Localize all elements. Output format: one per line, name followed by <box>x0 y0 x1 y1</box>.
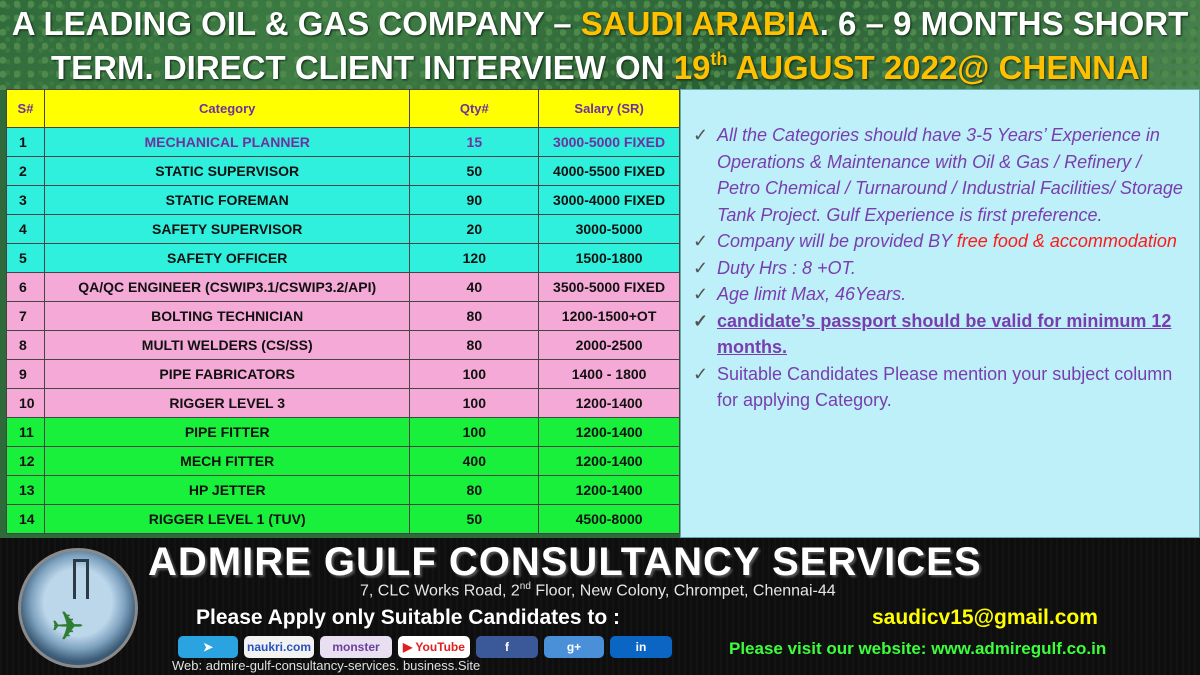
row-qty: 80 <box>410 476 539 505</box>
table-row <box>7 476 680 505</box>
requirements-list <box>693 122 1189 414</box>
monster-icon[interactable]: monster <box>320 636 392 658</box>
row-qty: 400 <box>410 447 539 476</box>
header-sn: S# <box>7 90 45 128</box>
headline-date-rest: AUGUST 2022@ CHENNAI <box>727 49 1149 86</box>
requirement-text: Suitable Candidates Please mention your subject column for applying Category. <box>717 363 1173 410</box>
row-salary: 4000-5500 FIXED <box>539 157 680 186</box>
address-suffix: nd <box>519 581 531 592</box>
header-salary: Salary (SR) <box>539 90 680 128</box>
row-sn: 14 <box>7 505 45 534</box>
row-qty: 100 <box>410 418 539 447</box>
row-category: MECHANICAL PLANNER <box>44 128 409 157</box>
check-icon: ✓ <box>693 363 709 384</box>
requirement-text: All the Categories should have 3-5 Years’ Experience in Operations & Maintenance with Oil & Gas / Refinery / Petro Chemical / Turnaround / Industrial Facilities/ Storage Tank Project. Gulf Experience is first preference. <box>717 125 1183 225</box>
row-category: RIGGER LEVEL 1 (TUV) <box>44 505 409 534</box>
header-qty: Qty# <box>410 90 539 128</box>
check-icon: ✓ <box>693 125 709 145</box>
requirement-facilities <box>693 228 1189 255</box>
telegram-icon[interactable]: ➤ <box>178 636 238 658</box>
row-salary: 1200-1500+OT <box>539 302 680 331</box>
row-qty: 90 <box>410 186 539 215</box>
row-qty: 120 <box>410 244 539 273</box>
row-salary: 1200-1400 <box>539 389 680 418</box>
row-sn: 7 <box>7 302 45 331</box>
requirement-duty-hours <box>693 255 1189 282</box>
company-logo <box>18 548 138 668</box>
row-category: SAFETY SUPERVISOR <box>44 215 409 244</box>
headline-date-day: 19 <box>673 49 711 86</box>
row-salary: 1500-1800 <box>539 244 680 273</box>
requirement-passport <box>693 308 1189 361</box>
requirement-highlight: free food & accommodation <box>956 231 1177 251</box>
table-row <box>7 418 680 447</box>
headline-date-suffix: th <box>710 49 728 69</box>
table-row <box>7 128 680 157</box>
requirements-panel <box>680 89 1200 538</box>
row-sn: 3 <box>7 186 45 215</box>
linkedin-icon[interactable]: in <box>610 636 672 658</box>
row-salary: 3000-4000 FIXED <box>539 186 680 215</box>
row-salary: 2000-2500 <box>539 331 680 360</box>
table-row <box>7 389 680 418</box>
row-qty: 15 <box>410 128 539 157</box>
row-category: PIPE FITTER <box>44 418 409 447</box>
row-category: PIPE FABRICATORS <box>44 360 409 389</box>
row-qty: 100 <box>410 360 539 389</box>
headline-line-1 <box>0 2 1200 46</box>
requirement-text: Age limit Max, 46Years. <box>717 284 907 304</box>
row-category: SAFETY OFFICER <box>44 244 409 273</box>
row-qty: 50 <box>410 505 539 534</box>
row-salary: 3500-5000 FIXED <box>539 273 680 302</box>
header-category: Category <box>44 90 409 128</box>
table-row <box>7 273 680 302</box>
row-salary: 3000-5000 FIXED <box>539 128 680 157</box>
address-text-rest: Floor, New Colony, Chrompet, Chennai-44 <box>530 582 836 600</box>
header-banner <box>0 0 1200 90</box>
requirement-text: candidate’s passport should be valid for minimum 12 months. <box>717 310 1172 357</box>
apply-instruction: Please Apply only Suitable Candidates to : <box>196 606 620 629</box>
row-sn: 4 <box>7 215 45 244</box>
table-header-row <box>7 90 680 128</box>
table-row <box>7 302 680 331</box>
headline-date <box>674 49 1149 86</box>
contact-email[interactable]: saudicv15@gmail.com <box>872 606 1098 629</box>
row-qty: 80 <box>410 302 539 331</box>
company-name: ADMIRE GULF CONSULTANCY SERVICES <box>148 540 982 584</box>
row-salary: 1200-1400 <box>539 476 680 505</box>
row-sn: 8 <box>7 331 45 360</box>
table-row <box>7 447 680 476</box>
requirement-text: Company will be provided BY <box>717 231 957 251</box>
row-salary: 1200-1400 <box>539 447 680 476</box>
row-salary: 1400 - 1800 <box>539 360 680 389</box>
row-qty: 100 <box>410 389 539 418</box>
jobs-table <box>6 89 680 534</box>
table-row <box>7 331 680 360</box>
table-row <box>7 215 680 244</box>
row-sn: 10 <box>7 389 45 418</box>
table-row <box>7 157 680 186</box>
headline-country: SAUDI ARABIA <box>580 5 820 42</box>
row-sn: 6 <box>7 273 45 302</box>
row-salary: 4500-8000 <box>539 505 680 534</box>
facebook-icon[interactable]: f <box>476 636 538 658</box>
row-qty: 80 <box>410 331 539 360</box>
table-row <box>7 505 680 534</box>
business-site-link[interactable]: Web: admire-gulf-consultancy-services. business.Site <box>172 658 481 673</box>
check-icon: ✓ <box>693 231 709 251</box>
row-qty: 50 <box>410 157 539 186</box>
row-sn: 12 <box>7 447 45 476</box>
table-row <box>7 244 680 273</box>
row-qty: 20 <box>410 215 539 244</box>
row-sn: 9 <box>7 360 45 389</box>
social-icons <box>178 636 672 658</box>
row-salary: 3000-5000 <box>539 215 680 244</box>
row-category: RIGGER LEVEL 3 <box>44 389 409 418</box>
row-salary: 1200-1400 <box>539 418 680 447</box>
headline-text: A LEADING OIL & GAS COMPANY – <box>11 5 581 42</box>
website-link[interactable]: Please visit our website: www.admiregulf.co.in <box>729 639 1107 658</box>
footer-banner <box>0 538 1200 675</box>
row-qty: 40 <box>410 273 539 302</box>
headline-line-2 <box>0 46 1200 90</box>
row-sn: 2 <box>7 157 45 186</box>
row-category: STATIC SUPERVISOR <box>44 157 409 186</box>
headline-duration: . 6 – 9 MONTHS SHORT <box>819 5 1189 42</box>
youtube-icon[interactable]: ▶ YouTube <box>398 636 470 658</box>
table-row <box>7 186 680 215</box>
row-sn: 11 <box>7 418 45 447</box>
row-category: HP JETTER <box>44 476 409 505</box>
google-plus-icon[interactable]: g+ <box>544 636 604 658</box>
requirement-experience <box>693 122 1189 228</box>
row-sn: 1 <box>7 128 45 157</box>
requirement-age-limit <box>693 281 1189 308</box>
address-text: 7, CLC Works Road, 2 <box>360 582 520 600</box>
check-icon: ✓ <box>693 257 709 278</box>
company-address <box>360 581 836 600</box>
airplane-icon: ✈ <box>51 605 85 649</box>
row-sn: 5 <box>7 244 45 273</box>
headline-interview: TERM. DIRECT CLIENT INTERVIEW ON <box>51 49 674 86</box>
row-category: QA/QC ENGINEER (CSWIP3.1/CSWIP3.2/API) <box>44 273 409 302</box>
row-category: MECH FITTER <box>44 447 409 476</box>
naukri-icon[interactable]: naukri.com <box>244 636 314 658</box>
requirement-text: Duty Hrs : 8 +OT. <box>717 257 856 278</box>
oil-derrick-icon <box>73 559 89 599</box>
requirement-subject <box>693 361 1189 414</box>
check-icon: ✓ <box>693 310 709 331</box>
row-sn: 13 <box>7 476 45 505</box>
check-icon: ✓ <box>693 284 709 304</box>
row-category: MULTI WELDERS (CS/SS) <box>44 331 409 360</box>
table-row <box>7 360 680 389</box>
row-category: BOLTING TECHNICIAN <box>44 302 409 331</box>
row-category: STATIC FOREMAN <box>44 186 409 215</box>
